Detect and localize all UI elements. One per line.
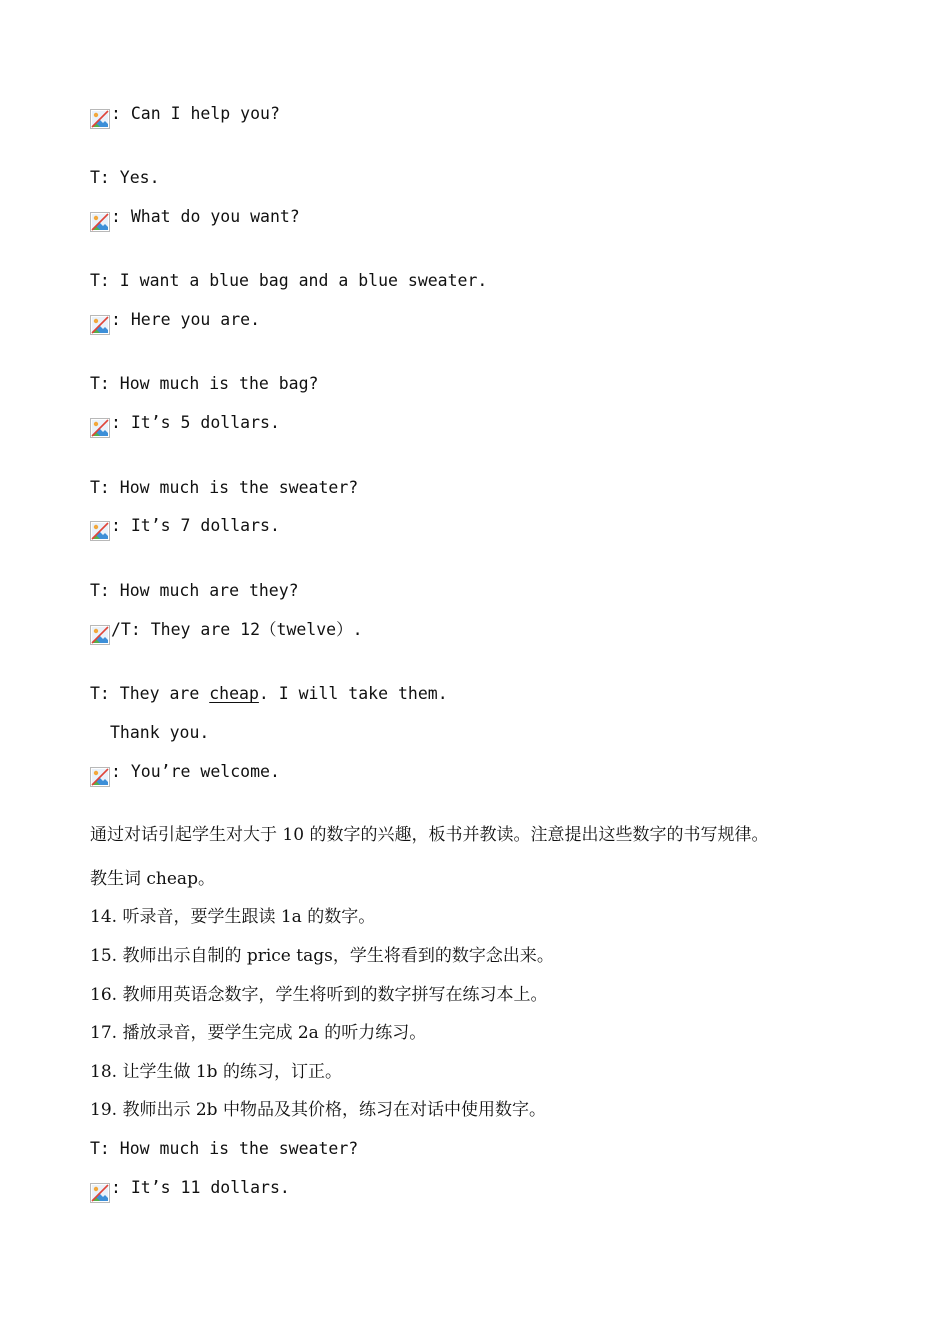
- broken-image-icon: [90, 521, 110, 541]
- step-item: 15. 教师出示自制的 price tags，学生将看到的数字念出来。: [90, 946, 554, 966]
- dialog-line: T: How much is the bag?: [90, 374, 319, 393]
- dialog-line: /T: They are 12（twelve）.: [90, 619, 363, 645]
- dialog-line: : Here you are.: [90, 309, 260, 335]
- dialog-line: T: How much are they?: [90, 581, 299, 600]
- dialog-line: T: I want a blue bag and a blue sweater.: [90, 271, 488, 290]
- step-item: 18. 让学生做 1b 的练习，订正。: [90, 1062, 342, 1082]
- dialog-line: T: Yes.: [90, 168, 160, 187]
- dialog-line: : It’s 11 dollars.: [90, 1177, 290, 1203]
- dialog-line: Thank you.: [110, 723, 210, 742]
- dialog-line: : What do you want?: [90, 206, 300, 232]
- broken-image-icon: [90, 212, 110, 232]
- step-item: 17. 播放录音，要学生完成 2a 的听力练习。: [90, 1023, 427, 1043]
- dialog-line: : You’re welcome.: [90, 761, 280, 787]
- step-item: 14. 听录音，要学生跟读 1a 的数字。: [90, 907, 376, 927]
- broken-image-icon: [90, 767, 110, 787]
- instruction-line: 通过对话引起学生对大于 10 的数字的兴趣，板书并教读。注意提出这些数字的书写规律。: [90, 825, 769, 845]
- step-item: 16. 教师用英语念数字，学生将听到的数字拼写在练习本上。: [90, 985, 548, 1005]
- dialog-line: : Can I help you?: [90, 103, 280, 129]
- step-item: 19. 教师出示 2b 中物品及其价格，练习在对话中使用数字。: [90, 1100, 546, 1120]
- broken-image-icon: [90, 1183, 110, 1203]
- broken-image-icon: [90, 625, 110, 645]
- instruction-line: 教生词 cheap。: [90, 869, 215, 889]
- broken-image-icon: [90, 418, 110, 438]
- dialog-line: T: They are cheap. I will take them.: [90, 684, 448, 703]
- dialog-line: : It’s 7 dollars.: [90, 515, 280, 541]
- underlined-word: cheap: [209, 684, 259, 703]
- broken-image-icon: [90, 315, 110, 335]
- dialog-line: T: How much is the sweater?: [90, 1139, 359, 1158]
- broken-image-icon: [90, 109, 110, 129]
- dialog-line: T: How much is the sweater?: [90, 478, 359, 497]
- dialog-line: : It’s 5 dollars.: [90, 412, 280, 438]
